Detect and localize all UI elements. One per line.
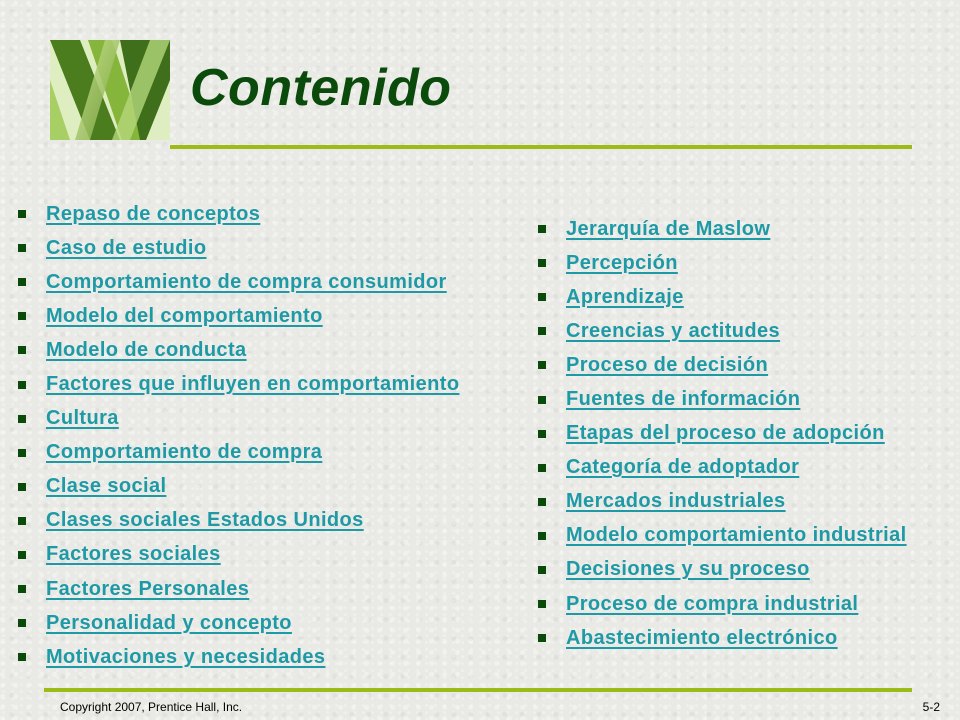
contents-link[interactable]: Comportamiento de compra consumidor: [46, 270, 447, 293]
list-item: [538, 212, 907, 246]
square-bullet-icon: [18, 551, 26, 559]
contents-link[interactable]: Abastecimiento electrónico: [566, 626, 838, 649]
contents-link[interactable]: Modelo del comportamiento: [46, 304, 323, 327]
square-bullet-icon: [538, 600, 546, 608]
list-item: [538, 451, 907, 485]
contents-link[interactable]: Modelo de conducta: [46, 338, 247, 361]
square-bullet-icon: [538, 396, 546, 404]
list-item: [18, 538, 459, 572]
list-item: [538, 417, 907, 451]
contents-link[interactable]: Caso de estudio: [46, 236, 207, 259]
square-bullet-icon: [18, 653, 26, 661]
square-bullet-icon: [18, 312, 26, 320]
square-bullet-icon: [18, 585, 26, 593]
square-bullet-icon: [18, 244, 26, 252]
square-bullet-icon: [18, 346, 26, 354]
contents-link[interactable]: Modelo comportamiento industrial: [566, 524, 907, 547]
list-item: [18, 402, 459, 436]
list-item: [538, 587, 907, 621]
list-item: [18, 367, 459, 401]
list-item: [18, 299, 459, 333]
square-bullet-icon: [538, 464, 546, 472]
square-bullet-icon: [538, 293, 546, 301]
contents-link[interactable]: Decisiones y su proceso: [566, 558, 810, 581]
square-bullet-icon: [18, 449, 26, 457]
square-bullet-icon: [18, 517, 26, 525]
contents-link[interactable]: Proceso de compra industrial: [566, 592, 859, 615]
contents-link[interactable]: Factores sociales: [46, 543, 221, 566]
contents-link[interactable]: Categoría de adoptador: [566, 456, 800, 479]
contents-link[interactable]: Factores Personales: [46, 577, 250, 600]
square-bullet-icon: [18, 483, 26, 491]
contents-link[interactable]: Factores que influyen en comportamiento: [46, 373, 460, 396]
square-bullet-icon: [538, 498, 546, 506]
list-item: [538, 519, 907, 553]
list-item: [18, 197, 459, 231]
contents-link[interactable]: Motivaciones y necesidades: [46, 645, 326, 668]
list-item: [538, 246, 907, 280]
square-bullet-icon: [538, 361, 546, 369]
list-item: [18, 231, 459, 265]
list-item: [538, 280, 907, 314]
contents-link[interactable]: Aprendizaje: [566, 285, 684, 308]
contents-link[interactable]: Proceso de decisión: [566, 353, 769, 376]
contents-link[interactable]: Clases sociales Estados Unidos: [46, 509, 364, 532]
list-item: [18, 572, 459, 606]
list-item: [18, 333, 459, 367]
square-bullet-icon: [538, 566, 546, 574]
square-bullet-icon: [538, 259, 546, 267]
page-title: Contenido: [190, 59, 452, 117]
copyright-text: Copyright 2007, Prentice Hall, Inc.: [60, 700, 243, 714]
square-bullet-icon: [538, 634, 546, 642]
square-bullet-icon: [538, 532, 546, 540]
contents-link[interactable]: Cultura: [46, 407, 119, 430]
square-bullet-icon: [18, 210, 26, 218]
square-bullet-icon: [18, 415, 26, 423]
square-bullet-icon: [18, 381, 26, 389]
contents-link[interactable]: Etapas del proceso de adopción: [566, 422, 885, 445]
square-bullet-icon: [538, 225, 546, 233]
list-item: [538, 485, 907, 519]
list-item: [18, 470, 459, 504]
contents-link[interactable]: Mercados industriales: [566, 490, 786, 513]
contents-link[interactable]: Repaso de conceptos: [46, 202, 261, 225]
list-item: [538, 314, 907, 348]
list-item: [18, 504, 459, 538]
contents-link[interactable]: Fuentes de información: [566, 388, 801, 411]
contents-link[interactable]: Percepción: [566, 251, 678, 274]
square-bullet-icon: [538, 430, 546, 438]
list-item: [18, 640, 459, 674]
logo-icon: [50, 40, 170, 140]
contents-link[interactable]: Comportamiento de compra: [46, 441, 323, 464]
contents-link[interactable]: Jerarquía de Maslow: [566, 217, 771, 240]
footer-divider: [44, 688, 912, 692]
right-contents-list: [538, 212, 907, 655]
square-bullet-icon: [538, 327, 546, 335]
list-item: [18, 265, 459, 299]
list-item: [18, 436, 459, 470]
square-bullet-icon: [18, 278, 26, 286]
page-number: 5-2: [922, 700, 940, 714]
list-item: [538, 621, 907, 655]
contents-link[interactable]: Personalidad y concepto: [46, 611, 292, 634]
square-bullet-icon: [18, 619, 26, 627]
left-contents-list: [18, 197, 459, 674]
list-item: [538, 553, 907, 587]
list-item: [18, 606, 459, 640]
list-item: [538, 348, 907, 382]
list-item: [538, 382, 907, 416]
contents-link[interactable]: Clase social: [46, 475, 167, 498]
title-divider: [170, 145, 912, 149]
contents-link[interactable]: Creencias y actitudes: [566, 319, 781, 342]
